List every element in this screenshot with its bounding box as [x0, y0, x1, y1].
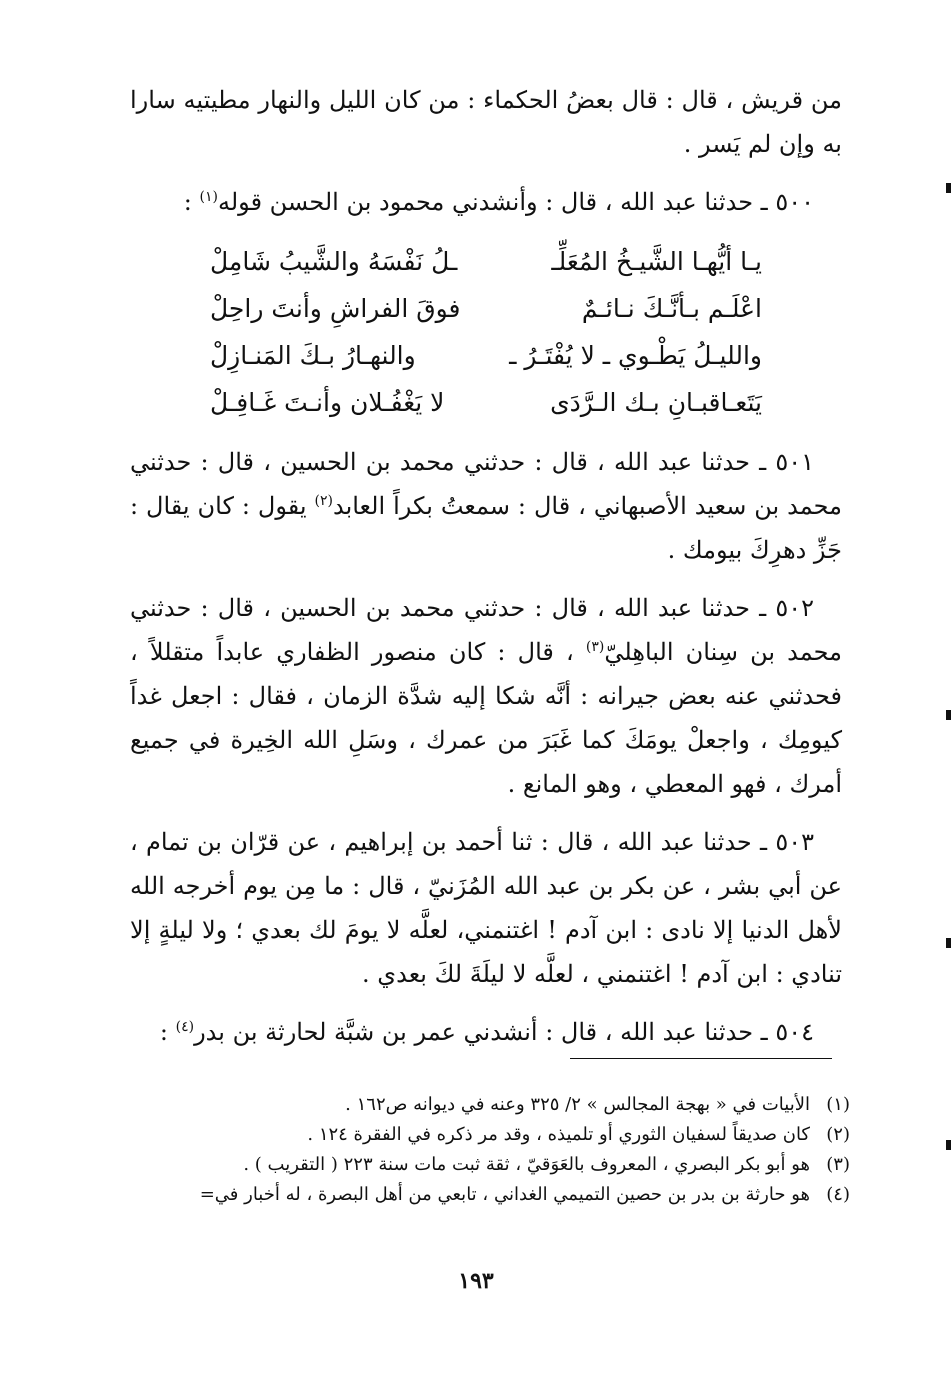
page-body [130, 70, 842, 1068]
paragraph-intro [130, 78, 842, 166]
verse-second-hemistich: ـلُ نَفْسَهُ والشَّيبُ شَامِلْ [210, 247, 458, 276]
verse-first-hemistich: يَتَعـاقبـانِ بـك الـرَّدَى [550, 388, 762, 417]
paragraph-text: ٥٠١ ـ حدثنا عبد الله ، قال : حدثني محمد بن الحسين ، قال : حدثني محمد بن سعيد الأصبهاني ، قال : سمعتُ بكراً العابد [130, 448, 842, 520]
footnotes [150, 1090, 850, 1210]
paragraph-text: من قريش ، قال : قال بعضُ الحكماء : من كان الليل والنهار مطيتيه سارا به وإن لم يَسر . [130, 86, 842, 158]
paragraph-text: ٥٠٣ ـ حدثنا عبد الله ، قال : ثنا أحمد بن إبراهيم ، عن قرّان بن تمام ، عن أبي بشر ، عن بكر بن عبد الله المُزَنيّ ، قال : ما مِن يوم أخرجه الله لأهل الدنيا إلا نادى : ابن آدم ! اغتنمني، لعلَّه لا يومَ لك بعدي ؛ ولا ليلةٍ إلا تنادي : ابن آدم ! اغتنمني ، لعلَّه لا ليلَةَ لكَ بعدي . [130, 828, 842, 988]
footnote-separator [570, 1058, 832, 1059]
footnote-ref[interactable]: (٣) [585, 639, 605, 655]
footnote [150, 1180, 850, 1210]
verse-second-hemistich: لا يَغْفُـلان وأنـتَ غَـافِـلْ [210, 388, 445, 417]
paragraph-500 [130, 180, 842, 224]
footnote-number: (١) [826, 1094, 850, 1115]
paragraph-text: ٥٠٠ ـ حدثنا عبد الله ، قال : وأنشدني محمود بن الحسن قوله [217, 188, 814, 216]
footnote-number: (٤) [826, 1184, 850, 1205]
paragraph-502 [130, 586, 842, 806]
paragraph-501 [130, 440, 842, 572]
footnote-text: كان صديقاً لسفيان الثوري أو تلميذه ، وقد مر ذكره في الفقرة ١٢٤ . [307, 1124, 810, 1145]
paragraph-503 [130, 820, 842, 996]
poem-verse [210, 238, 762, 285]
poem-verse [210, 379, 762, 426]
footnote [150, 1150, 850, 1180]
paragraph-text: ٥٠٤ ـ حدثنا عبد الله ، قال : أنشدني عمر بن شبَّة لحارثة بن بدر [194, 1018, 814, 1046]
poem [210, 238, 762, 426]
page-number: ١٩٣ [458, 1268, 494, 1294]
verse-first-hemistich: يـا أيُّهـا الشَّيـخُ المُعَلِّـ [551, 247, 762, 276]
punctuation: : [183, 188, 200, 216]
scan-edge-mark [946, 710, 951, 720]
footnote-number: (٣) [826, 1154, 850, 1175]
verse-first-hemistich: اعْلَـم بـأنَّـكَ نـائـمٌ [581, 294, 762, 323]
footnote-ref[interactable]: (١) [199, 189, 218, 205]
scan-edge-mark [946, 938, 951, 948]
verse-second-hemistich: والنهـارُ بـكَ المَنـازِلْ [210, 341, 416, 370]
paragraph-text: ، قال : كان منصور الظفاري عابداً متقللاً ، فحدثني عنه بعض جيرانه : أنَّه شكا إليه شدَّة الزمان ، فقال : اجعل غداً كيومِك ، واجعلْ يومَكَ كما غَبَرَ من عمرك ، وسَلِ الله الخِيرة في جميع أمرك ، فهو المعطي ، وهو المانع . [130, 638, 842, 798]
footnote-ref[interactable]: (٢) [314, 493, 333, 509]
paragraph-text: يقول : كان يقال : جَزِّ دهرِكَ بيومك . [130, 492, 842, 564]
paragraph-504 [130, 1010, 842, 1054]
footnote-text: هو أبو بكر البصري ، المعروف بالعَوَقيّ ، ثقة ثبت مات سنة ٢٢٣ ( التقريب ) . [243, 1154, 810, 1175]
footnote-text: الأبيات في « بهجة المجالس » ٢/ ٣٢٥ وعنه في ديوانه ص١٦٢ . [345, 1094, 810, 1115]
punctuation: : [159, 1018, 176, 1046]
paragraph-text: ٥٠٢ ـ حدثنا عبد الله ، قال : حدثني محمد بن الحسين ، قال : حدثني محمد بن سِنان الباهِليّ [130, 594, 842, 666]
verse-second-hemistich: فوقَ الفراشِ وأنتَ راحِلْ [210, 294, 461, 323]
poem-verse [210, 332, 762, 379]
footnote-ref[interactable]: (٤) [175, 1019, 195, 1035]
poem-verse [210, 285, 762, 332]
footnote [150, 1120, 850, 1150]
footnote-text: هو حارثة بن بدر بن حصين التميمي الغداني ، تابعي من أهل البصرة ، له أخبار في= [199, 1184, 810, 1205]
scan-edge-mark [946, 1140, 951, 1150]
verse-first-hemistich: والليـلُ يَطْـوي ـ لا يُفْتَـرُ ـ [509, 341, 762, 370]
footnote-number: (٢) [826, 1124, 850, 1145]
scan-edge-mark [946, 183, 951, 193]
footnote [150, 1090, 850, 1120]
